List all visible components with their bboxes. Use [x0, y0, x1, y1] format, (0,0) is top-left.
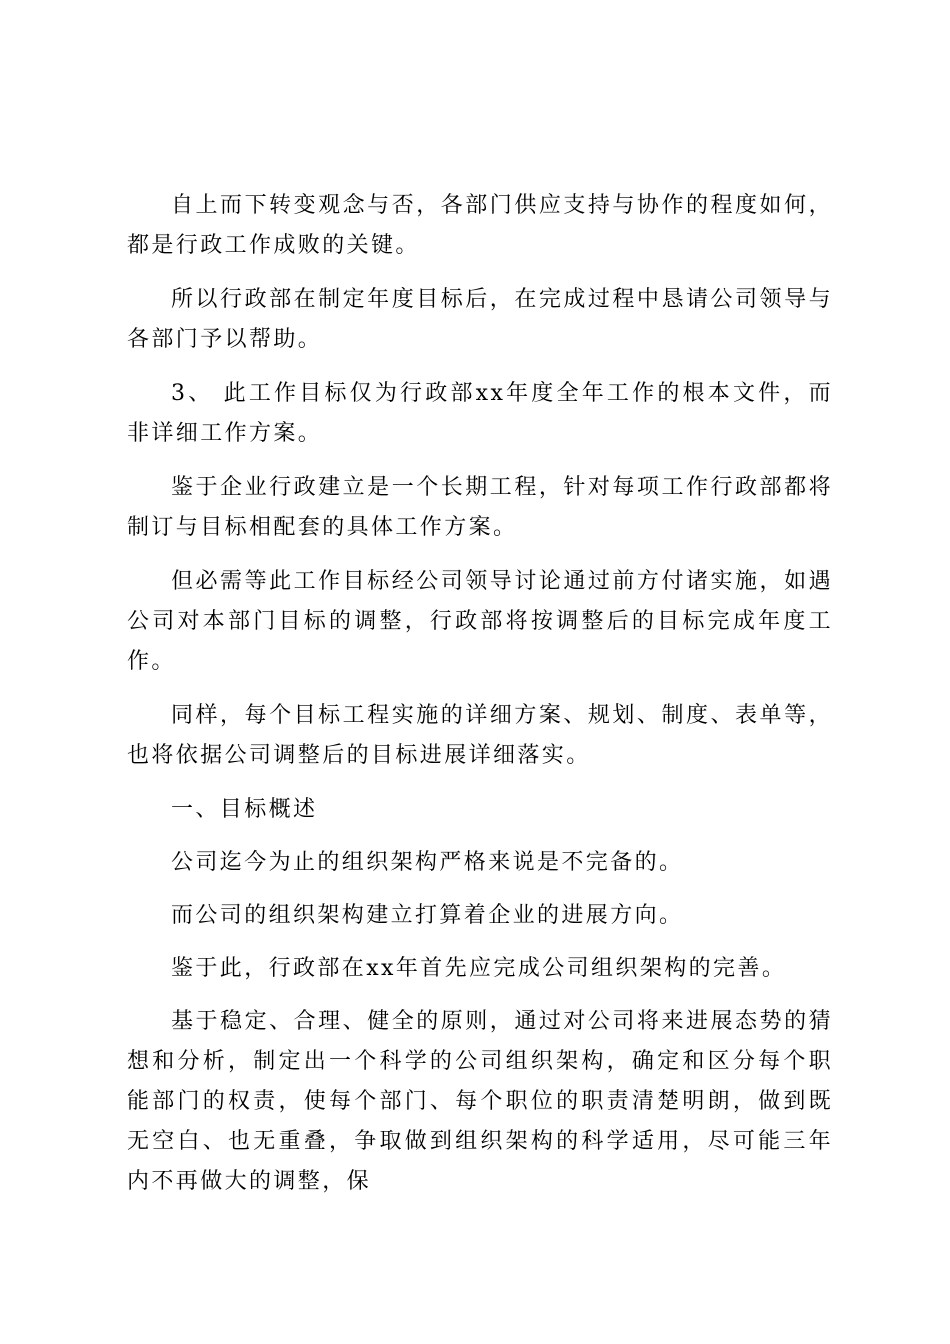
paragraph-implementation: 同样，每个目标工程实施的详细方案、规划、制度、表单等，也将依据公司调整后的目标进展详细落实。	[127, 703, 833, 768]
paragraph-principles: 基于稳定、合理、健全的原则，通过对公司将来进展态势的猜想和分析，制定出一个科学的公司组织架构，确定和区分每个职能部门的权责，使每个部门、每个职位的职责清楚明朗，做到既无空白、也无重叠，争取做到组织架构的科学适用，尽可能三年内不再做大的调整，保	[127, 1009, 833, 1194]
paragraph-observation: 自上而下转变观念与否，各部门供应支持与协作的程度如何，都是行政工作成败的关键。	[127, 193, 833, 258]
paragraph-long-term-project: 鉴于企业行政建立是一个长期工程，针对每项工作行政部都将制订与目标相配套的具体工作方案。	[127, 475, 833, 540]
paragraph-approval: 但必需等此工作目标经公司领导讨论通过前方付诸实施，如遇公司对本部门目标的调整，行政部将按调整后的目标完成年度工作。	[127, 569, 833, 674]
paragraph-request-support: 所以行政部在制定年度目标后，在完成过程中恳请公司领导与各部门予以帮助。	[127, 287, 833, 352]
paragraph-org-status: 公司迄今为止的组织架构严格来说是不完备的。	[171, 850, 684, 875]
section-heading-goal-overview: 一、目标概述	[171, 797, 318, 822]
paragraph-org-direction: 而公司的组织架构建立打算着企业的进展方向。	[171, 903, 684, 928]
document-body	[127, 186, 833, 1216]
paragraph-first-task: 鉴于此，行政部在xx年首先应完成公司组织架构的完善。	[171, 956, 787, 981]
paragraph-item-3: 3、 此工作目标仅为行政部xx年度全年工作的根本文件，而非详细工作方案。	[127, 381, 833, 446]
